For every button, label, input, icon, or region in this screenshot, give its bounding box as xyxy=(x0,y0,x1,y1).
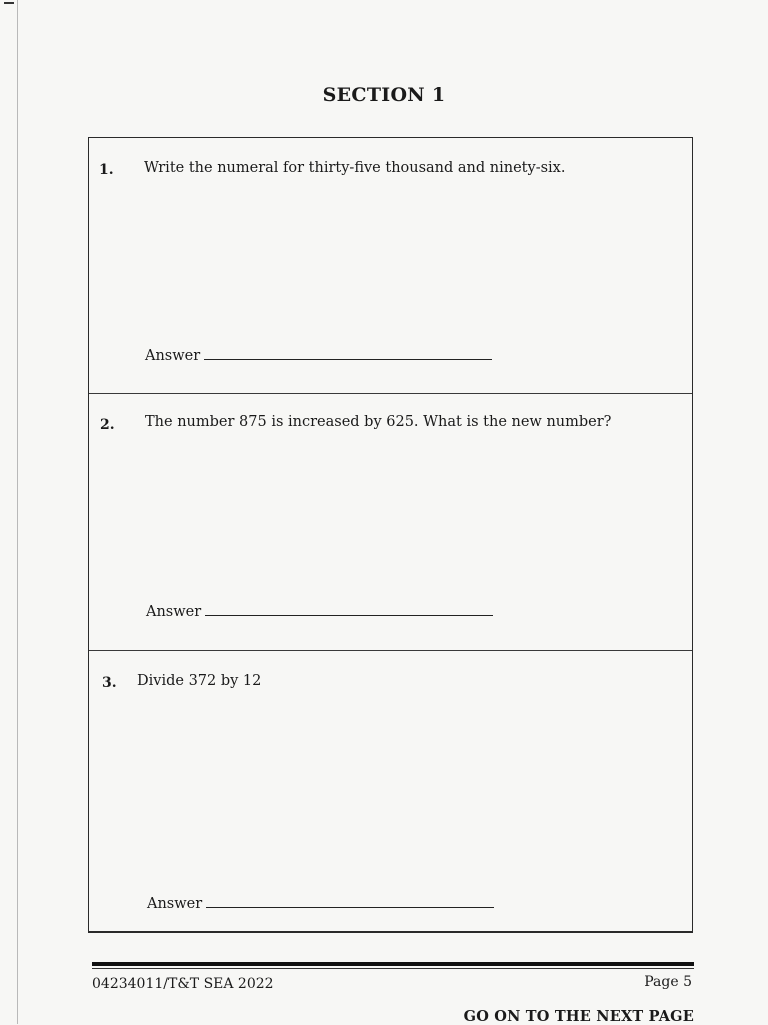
footer-rule xyxy=(92,962,694,966)
answer-line[interactable] xyxy=(206,907,494,908)
answer-label: Answer xyxy=(147,896,203,912)
questions-box xyxy=(88,137,693,933)
corner-mark xyxy=(4,2,14,14)
footer-rule-thin xyxy=(92,968,694,969)
question-cell-1 xyxy=(89,138,692,393)
question-number: 2. xyxy=(100,417,115,433)
section-title: SECTION 1 xyxy=(322,84,446,106)
question-cell-3 xyxy=(89,650,692,932)
answer-row xyxy=(146,604,493,620)
go-on-notice: GO ON TO THE NEXT PAGE xyxy=(463,1008,694,1025)
answer-line[interactable] xyxy=(205,615,493,616)
question-number: 3. xyxy=(102,675,117,691)
answer-label: Answer xyxy=(146,604,202,620)
question-number: 1. xyxy=(99,162,114,178)
question-text: Write the numeral for thirty-five thousand and ninety-six. xyxy=(144,160,566,176)
answer-line[interactable] xyxy=(204,359,492,360)
binding-margin-line xyxy=(17,0,18,1024)
paper-code: 04234011/T&T SEA 2022 xyxy=(92,976,274,992)
answer-label: Answer xyxy=(145,348,201,364)
answer-row xyxy=(145,348,492,364)
question-cell-2 xyxy=(89,393,692,651)
question-text: Divide 372 by 12 xyxy=(137,673,262,689)
answer-row xyxy=(147,896,494,912)
page-number: Page 5 xyxy=(644,974,692,990)
question-text: The number 875 is increased by 625. What is the new number? xyxy=(145,414,612,430)
